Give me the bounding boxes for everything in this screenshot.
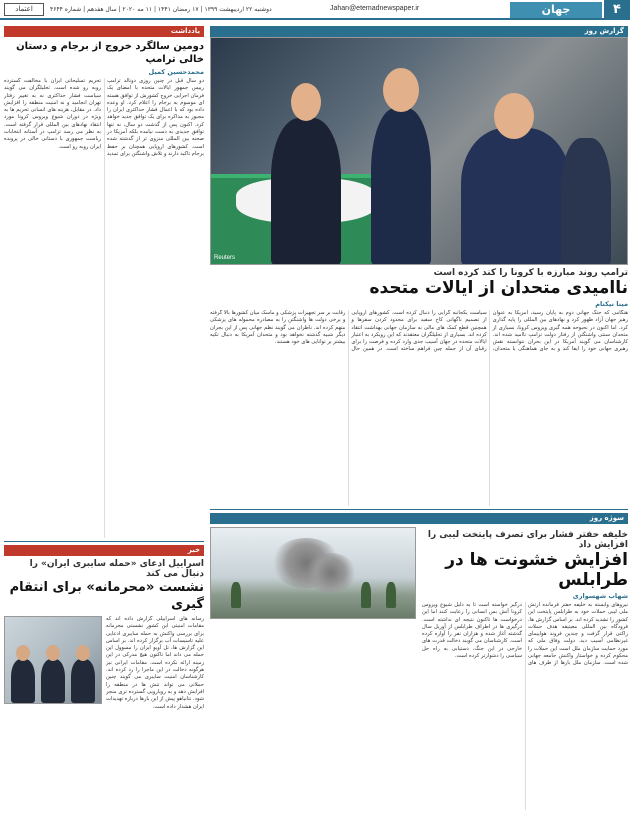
left-column: [4, 26, 204, 820]
main-story: [210, 26, 628, 810]
main-story-kicker: گزارش روز: [210, 26, 628, 37]
photo-credit: Reuters: [214, 255, 236, 261]
israel-story-kicker: خبر: [4, 545, 204, 556]
israel-story-supertitle: اسراییل ادعای «حمله سایبری ایران» را دنبال می کند: [29, 559, 204, 579]
page-number: ۴: [604, 0, 630, 20]
main-story-headline: ناامیدی متحدان از ایالات متحده: [369, 278, 628, 298]
tripoli-story-byline: شهاب شهسواری: [572, 592, 628, 600]
main-story-body: هنگامی که جنگ جهانی دوم به پایان رسید، آمریکا به عنوان رهبر جهان آزاد ظهور کرد و نهادهای بین المللی را پایه گذاری کرد. اما اکنون در بحبوحه همه گیری ویروس کرونا، بسیاری از متحدان سنتی واشنگتن از رفتار دولت ترامپ ناامید شده اند. کارشناسان می گویند آمریکا در این بحران نتوانسته نقش رهبری جهانی خود را ایفا کند و به جای هماهنگی با متحدان، سیاست یکجانبه گرایی را دنبال کرده است. کشورهای اروپایی از تصمیم ناگهانی کاخ سفید برای محدود کردن سفرها و همچنین قطع کمک های مالی به سازمان جهانی بهداشت انتقاد کرده اند. بسیاری از تحلیلگران معتقدند که این رویکرد به اعتبار ایالات متحده در جهان آسیب جدی وارد کرده و فرصت را برای رقبای آن از جمله چین فراهم ساخته است. در همین حال رقابت بر سر تجهیزات پزشکی و ماسک میان کشورها بالا گرفته و برخی دولت ها واشنگتن را به مصادره محموله های پزشکی متهم کرده اند. ناظران می گویند نظم جهانی پس از این بحران دیگر شبیه گذشته نخواهد بود و متحدان آمریکا به دنبال تکیه بیشتر بر توانایی های خود هستند.: [210, 310, 628, 353]
israel-story-body-continued: [4, 708, 102, 820]
left-story-body: دو سال قبل در چنین روزی دونالد ترامپ رییس جمهور ایالات متحده با امضای یک فرمان اجرایی خروج کشورش از توافق هسته ای موسوم به برجام را اعلام کرد. او وعده داده بود که با اعمال فشار حداکثری ایران را مجبور به مذاکره برای یک توافق جدید خواهد کرد. اکنون پس از گذشت دو سال، نه تنها توافق جدیدی به دست نیامده بلکه آمریکا در صحنه بین المللی منزوی تر از گذشته شده است. کشورهای اروپایی همچنان بر حفظ برجام تاکید دارند و تلاش واشنگتن برای تمدید تحریم تسلیحاتی ایران با مخالفت گسترده روبه رو شده است. تحلیلگران می گویند سیاست فشار حداکثری نه به تغییر رفتار تهران انجامید و نه امنیت منطقه را افزایش داد. در مقابل، هزینه های انسانی تحریم ها به ویژه در دوران شیوع ویروس کرونا مورد انتقاد نهادهای بین المللی قرار گرفته است. به نظر می رسد ترامپ در آستانه انتخابات ریاست جمهوری با دستانی خالی در پرونده ایران روبه رو است.: [4, 78, 204, 157]
left-story-kicker: یادداشت: [4, 26, 204, 37]
dateline: دوشنبه ۲۲ اردیبهشت ۱۳۹۹ | ۱۷ رمضان ۱۴۴۱ | ۱۱ مه ۲۰۲۰ | سال هفدهم | شماره ۴۶۴۴: [50, 6, 272, 13]
israel-story-headline: نشست «محرمانه» برای انتقام گیری: [9, 580, 204, 612]
newspaper-logo: اعتماد: [4, 3, 44, 16]
masthead: [0, 0, 630, 20]
main-story-byline: مینا نیکنام: [595, 300, 628, 308]
tripoli-smoke-photo: [210, 527, 416, 619]
left-story-headline: دومین سالگرد خروج از برجام و دستان خالی ترامپ: [16, 41, 204, 65]
trump-mask-factory-photo: [210, 37, 628, 265]
left-story-byline: محمدحسین کمیل: [148, 68, 204, 76]
section-label: جهان: [510, 2, 602, 18]
israeli-leaders-photo: [4, 616, 102, 704]
tripoli-story-body-continued: [210, 623, 416, 795]
tripoli-story-supertitle: خلیفه حفتر فشار برای تصرف پایتخت لیبی را افزایش داد: [427, 530, 628, 550]
tripoli-story-kicker: سوژه روز: [210, 513, 628, 524]
tripoli-story-body: نیروهای وابسته به خلیفه حفتر فرمانده ارتش ملی لیبی حملات خود به طرابلس پایتخت این کشور را تشدید کرده اند. بر اساس گزارش ها، فرودگاه بین المللی معیتیقه هدف حملات راکتی قرار گرفت و چندین فروند هواپیمای غیرنظامی آسیب دید. دولت وفاق ملی که مورد حمایت سازمان ملل است این حملات را محکوم کرده و خواستار واکنش جامعه جهانی شده است. سازمان ملل بارها از طرف های درگیر خواسته است تا به دلیل شیوع ویروس کرونا آتش بس انسانی را رعایت کنند اما این درخواست ها تاکنون نتیجه ای نداشته است. درگیری ها در اطراف طرابلس از آوریل سال گذشته آغاز شده و هزاران نفر را آواره کرده است. کارشناسان می گویند دخالت قدرت های خارجی در این جنگ، دستیابی به راه حل سیاسی را دشوارتر کرده است.: [422, 602, 628, 667]
section-email: Jahan@etemadnewspaper.ir: [330, 5, 420, 12]
main-story-supertitle: ترامپ روند مبارزه با کرونا را کند کرده است: [433, 268, 628, 278]
israel-story-body: رسانه های اسراییلی گزارش داده اند که مقامات امنیتی این کشور نشستی محرمانه برای بررسی واکنش به حمله سایبری ادعایی علیه تاسیسات آب برگزار کرده اند. بر اساس این گزارش ها، تل آویو ایران را مسوول این حمله می داند اما تاکنون هیچ مدرکی در این زمینه ارائه نکرده است. مقامات ایرانی نیز هرگونه دخالت در این ماجرا را رد کرده اند. کارشناسان امنیت سایبری می گویند چنین حملاتی می تواند تنش ها در منطقه را افزایش دهد و به رویارویی گسترده تری منجر شود. نتانیاهو پیش از این بارها درباره تهدیدات ایران هشدار داده است.: [106, 616, 204, 710]
tripoli-story-headline: افزایش خشونت ها در طرابلس: [445, 550, 628, 590]
